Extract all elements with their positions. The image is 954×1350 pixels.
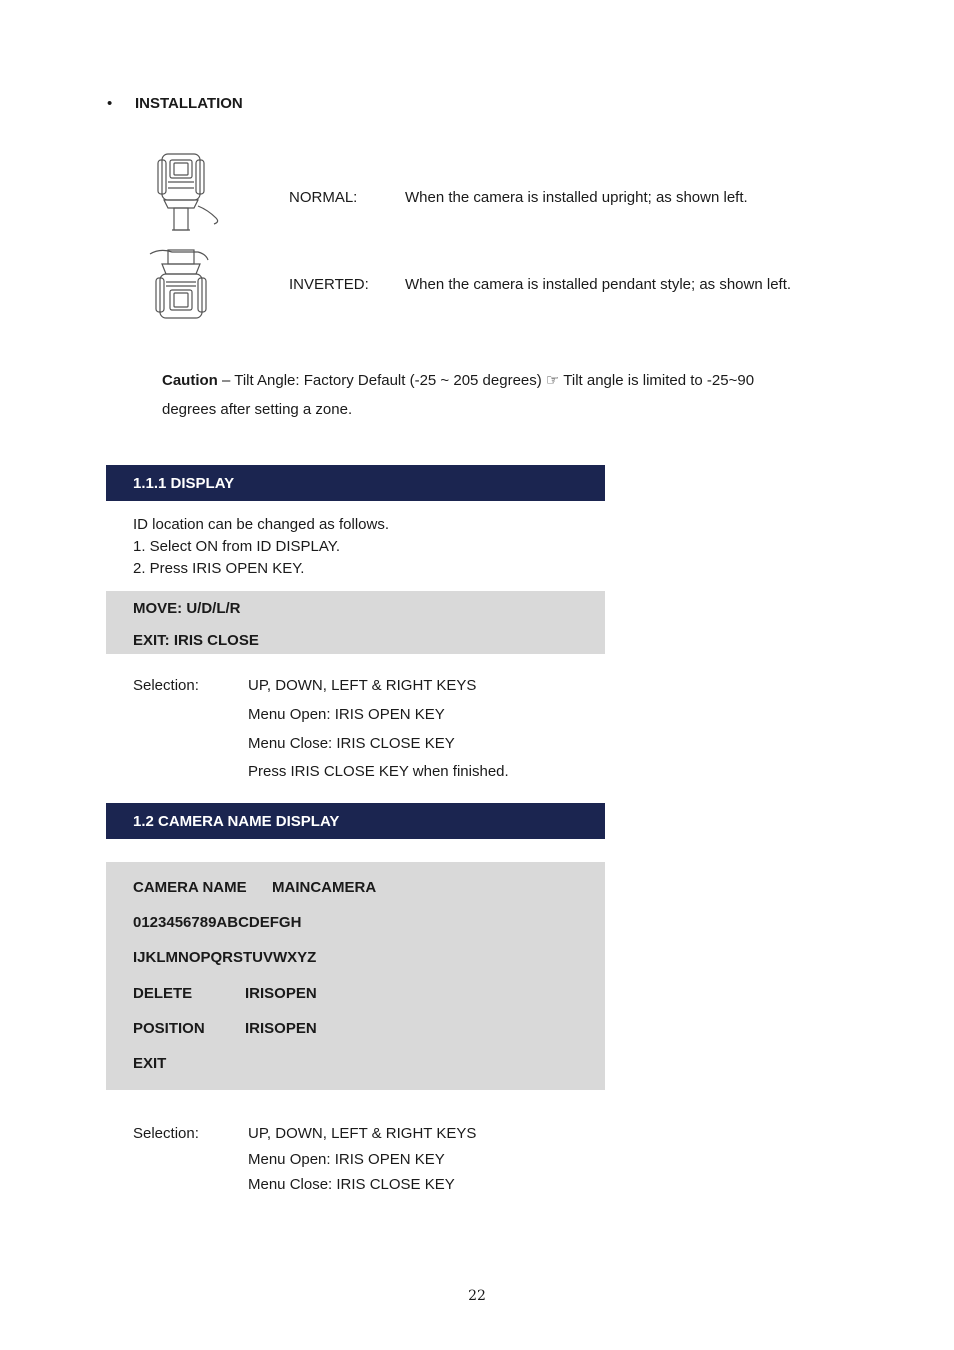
camera-name-selection-item: UP, DOWN, LEFT & RIGHT KEYS <box>248 1125 477 1142</box>
display-menu-move: MOVE: U/D/L/R <box>133 600 241 617</box>
page-number: 22 <box>468 1288 486 1304</box>
character-row-1: 0123456789ABCDEFGH <box>133 914 302 931</box>
display-intro-line: 2. Press IRIS OPEN KEY. <box>133 560 305 577</box>
display-intro <box>133 514 389 580</box>
camera-name-selection-item: Menu Open: IRIS OPEN KEY <box>248 1151 445 1168</box>
bullet-icon: • <box>107 95 113 112</box>
position-value: IRISOPEN <box>245 1020 317 1037</box>
caution-note <box>162 366 842 424</box>
mount-normal-desc: When the camera is installed upright; as shown left. <box>405 189 748 206</box>
camera-name-label: CAMERA NAME <box>133 879 247 896</box>
display-selection-item: Menu Close: IRIS CLOSE KEY <box>248 735 455 752</box>
display-selection-label: Selection: <box>133 677 199 694</box>
camera-name-selection-item: Menu Close: IRIS CLOSE KEY <box>248 1176 455 1193</box>
camera-name-menu-box <box>106 862 605 1090</box>
position-label: POSITION <box>133 1020 205 1037</box>
caution-text-line1: – Tilt Angle: Factory Default (-25 ~ 205 degrees) ☞ Tilt angle is limited to -25~90 <box>217 372 755 389</box>
caution-label: Caution <box>162 372 218 389</box>
camera-name-selection-label: Selection: <box>133 1125 199 1142</box>
mount-inverted-desc: When the camera is installed pendant style; as shown left. <box>405 276 792 293</box>
mount-normal-label: NORMAL: <box>289 189 358 206</box>
camera-upright-illustration <box>150 150 226 234</box>
display-selection-item: Menu Open: IRIS OPEN KEY <box>248 706 445 723</box>
display-intro-line: ID location can be changed as follows. <box>133 516 389 533</box>
display-menu-exit: EXIT: IRIS CLOSE <box>133 632 259 649</box>
caution-text-line2: degrees after setting a zone. <box>162 401 353 418</box>
camera-inverted-illustration <box>146 246 222 324</box>
mount-inverted-label: INVERTED: <box>289 276 369 293</box>
camera-name-value: MAINCAMERA <box>272 879 377 896</box>
display-section-header: 1.1.1 DISPLAY <box>106 465 605 501</box>
character-row-2: IJKLMNOPQRSTUVWXYZ <box>133 949 317 966</box>
display-selection-item: UP, DOWN, LEFT & RIGHT KEYS <box>248 677 477 694</box>
display-menu-box <box>106 591 605 654</box>
exit-label: EXIT <box>133 1055 167 1072</box>
delete-value: IRISOPEN <box>245 985 317 1002</box>
delete-label: DELETE <box>133 985 193 1002</box>
installation-title: INSTALLATION <box>135 95 243 112</box>
display-selection-item: Press IRIS CLOSE KEY when finished. <box>248 763 509 780</box>
display-intro-line: 1. Select ON from ID DISPLAY. <box>133 538 341 555</box>
camera-name-section-header: 1.2 CAMERA NAME DISPLAY <box>106 803 605 839</box>
